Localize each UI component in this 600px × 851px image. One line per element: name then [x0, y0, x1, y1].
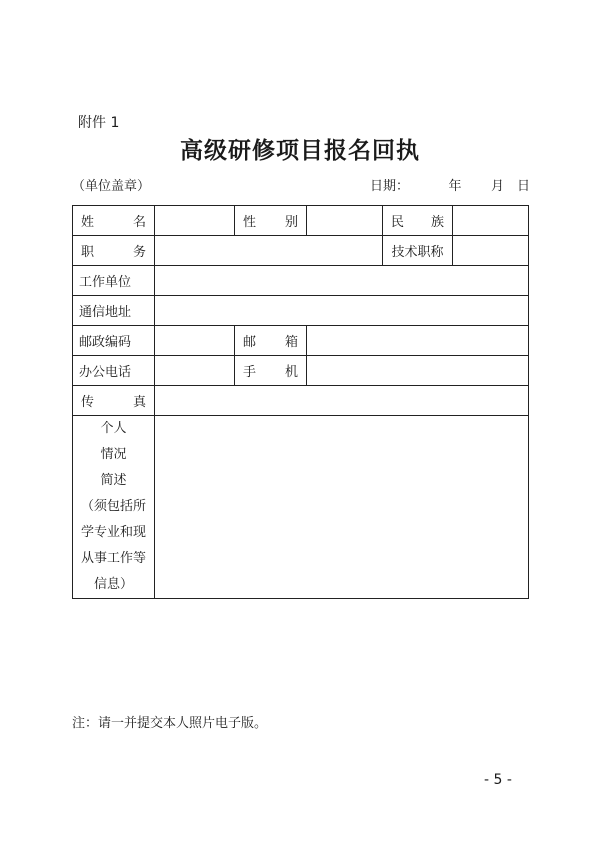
table-row — [73, 296, 529, 326]
date-year: 年 — [448, 179, 462, 194]
table-row — [73, 206, 529, 236]
gender-label: 性 别 — [235, 206, 307, 236]
address-field[interactable] — [155, 296, 529, 326]
fax-label: 传 真 — [73, 386, 155, 416]
date-month: 月 — [490, 179, 504, 194]
profile-label: 个人 情况 简述 （须包括所 学专业和现 从事工作等 信息） — [73, 416, 155, 599]
tech-title-label: 技术职称 — [383, 236, 453, 266]
position-label: 职 务 — [73, 236, 155, 266]
table-row — [73, 266, 529, 296]
date-label: 日期： — [370, 179, 410, 194]
position-field[interactable] — [155, 236, 383, 266]
attachment-label: 附件 1 — [78, 115, 120, 131]
ethnicity-label: 民 族 — [383, 206, 453, 236]
office-phone-label: 办公电话 — [73, 356, 155, 386]
table-row — [73, 326, 529, 356]
work-unit-label: 工作单位 — [73, 266, 155, 296]
office-phone-field[interactable] — [155, 356, 235, 386]
mobile-field[interactable] — [307, 356, 529, 386]
postcode-field[interactable] — [155, 326, 235, 356]
table-row — [73, 236, 529, 266]
page-title: 高级研修项目报名回执 — [180, 137, 420, 164]
name-label: 姓 名 — [73, 206, 155, 236]
email-label: 邮 箱 — [235, 326, 307, 356]
mobile-label: 手 机 — [235, 356, 307, 386]
postcode-label: 邮政编码 — [73, 326, 155, 356]
page-number: - 5 - — [484, 772, 512, 788]
ethnicity-field[interactable] — [453, 206, 529, 236]
profile-field[interactable] — [155, 416, 529, 599]
name-field[interactable] — [155, 206, 235, 236]
work-unit-field[interactable] — [155, 266, 529, 296]
table-row — [73, 416, 529, 599]
fax-field[interactable] — [155, 386, 529, 416]
date-day: 日 — [516, 179, 530, 194]
date-line — [370, 175, 530, 194]
registration-form — [72, 205, 529, 599]
seal-note: （单位盖章） — [72, 179, 151, 194]
footnote: 注：请一并提交本人照片电子版。 — [72, 716, 268, 731]
email-field[interactable] — [307, 326, 529, 356]
table-row — [73, 386, 529, 416]
tech-title-field[interactable] — [453, 236, 529, 266]
gender-field[interactable] — [307, 206, 383, 236]
table-row — [73, 356, 529, 386]
address-label: 通信地址 — [73, 296, 155, 326]
